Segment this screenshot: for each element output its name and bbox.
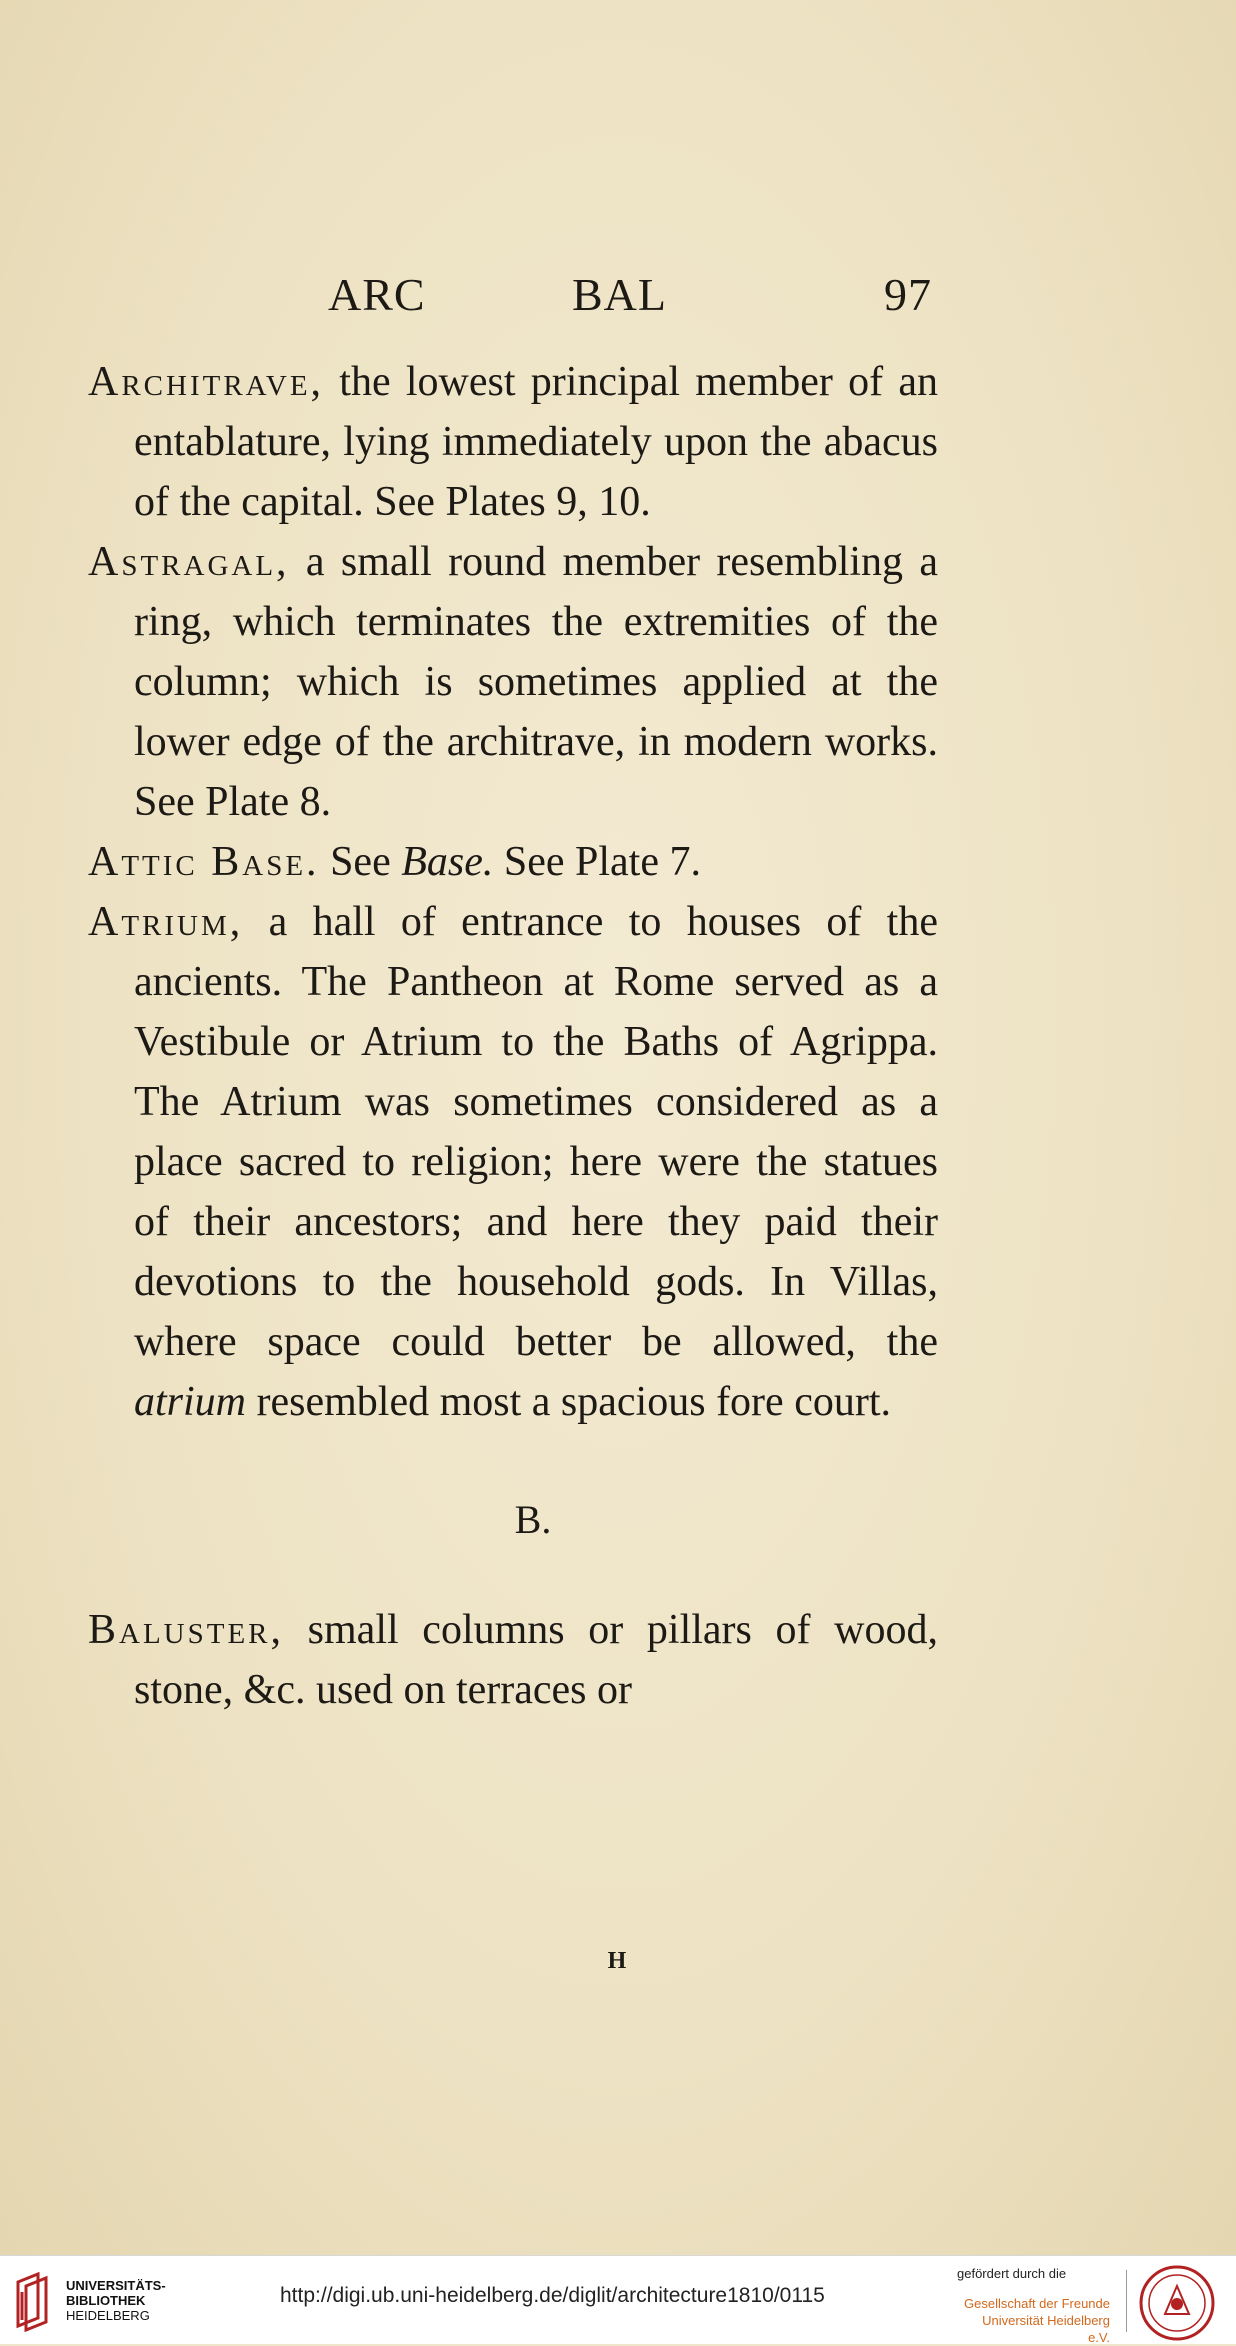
sponsor-name — [960, 2295, 1110, 2346]
section-letter: B. — [514, 1497, 552, 1542]
footer-divider — [1126, 2270, 1127, 2332]
entry-text: a small round member resembling a ring, which terminates the extremities of the column; which is sometimes applied at the lower edge of the architrave, in modern works. See Plate 8. — [134, 539, 938, 825]
entry-head: Architrave, — [88, 359, 325, 405]
library-line-3: HEIDELBERG — [66, 2308, 150, 2323]
header-left: ARC — [328, 269, 426, 320]
library-line-2: BIBLIOTHEK — [66, 2293, 146, 2308]
viewer-footer — [0, 2255, 1236, 2344]
entry-text: small columns or pillars of wood, stone, &c. used on terraces or — [134, 1607, 938, 1713]
university-seal-icon — [1138, 2264, 1216, 2342]
entry-attic-base — [88, 832, 938, 892]
entry-atrium — [88, 892, 938, 1432]
entry-architrave — [88, 352, 938, 532]
sponsor-label: gefördert durch die — [957, 2266, 1067, 2281]
entry-head: Astragal, — [88, 539, 290, 585]
permalink-url[interactable]: http://digi.ub.uni-heidelberg.de/diglit/architecture1810/0115 — [280, 2284, 825, 2307]
italic-term: atrium — [134, 1379, 247, 1425]
library-name — [66, 2278, 166, 2323]
library-line-1: UNIVERSITÄTS- — [66, 2278, 166, 2293]
page-number: 97 — [884, 269, 932, 320]
page-body — [88, 352, 938, 1720]
library-logo-icon — [12, 2272, 54, 2332]
entry-baluster — [88, 1600, 938, 1720]
entry-head: Baluster, — [88, 1607, 285, 1653]
entry-text: the lowest principal member of an entablature, lying immediately upon the abacus of the capital. See Plates 9, 10. — [134, 359, 938, 525]
entry-head: Attic Base. — [88, 839, 320, 885]
header-center: BAL — [572, 269, 667, 320]
running-header — [0, 268, 1236, 328]
sponsor-line-2: Universität Heidelberg e.V. — [982, 2313, 1110, 2345]
entry-text: See — [319, 839, 402, 885]
cross-reference: Base. — [401, 839, 494, 885]
entry-text-after: resembled most a spacious fore court. — [246, 1379, 891, 1425]
entry-astragal — [88, 532, 938, 832]
entry-head: Atrium, — [88, 899, 244, 945]
sponsor-line-1: Gesellschaft der Freunde — [964, 2296, 1110, 2311]
entry-text-after: See Plate 7. — [493, 839, 701, 885]
signature-mark: H — [607, 1948, 629, 1974]
entry-text: a hall of entrance to houses of the ancients. The Pantheon at Rome served as a Vestibule or Atrium to the Baths of Agrippa. The Atrium was sometimes considered as a place sacred to religion; here were the statues of their ancestors; and here they paid their devotions to the household gods. In Villas, where space could better be allowed, the — [134, 899, 938, 1365]
